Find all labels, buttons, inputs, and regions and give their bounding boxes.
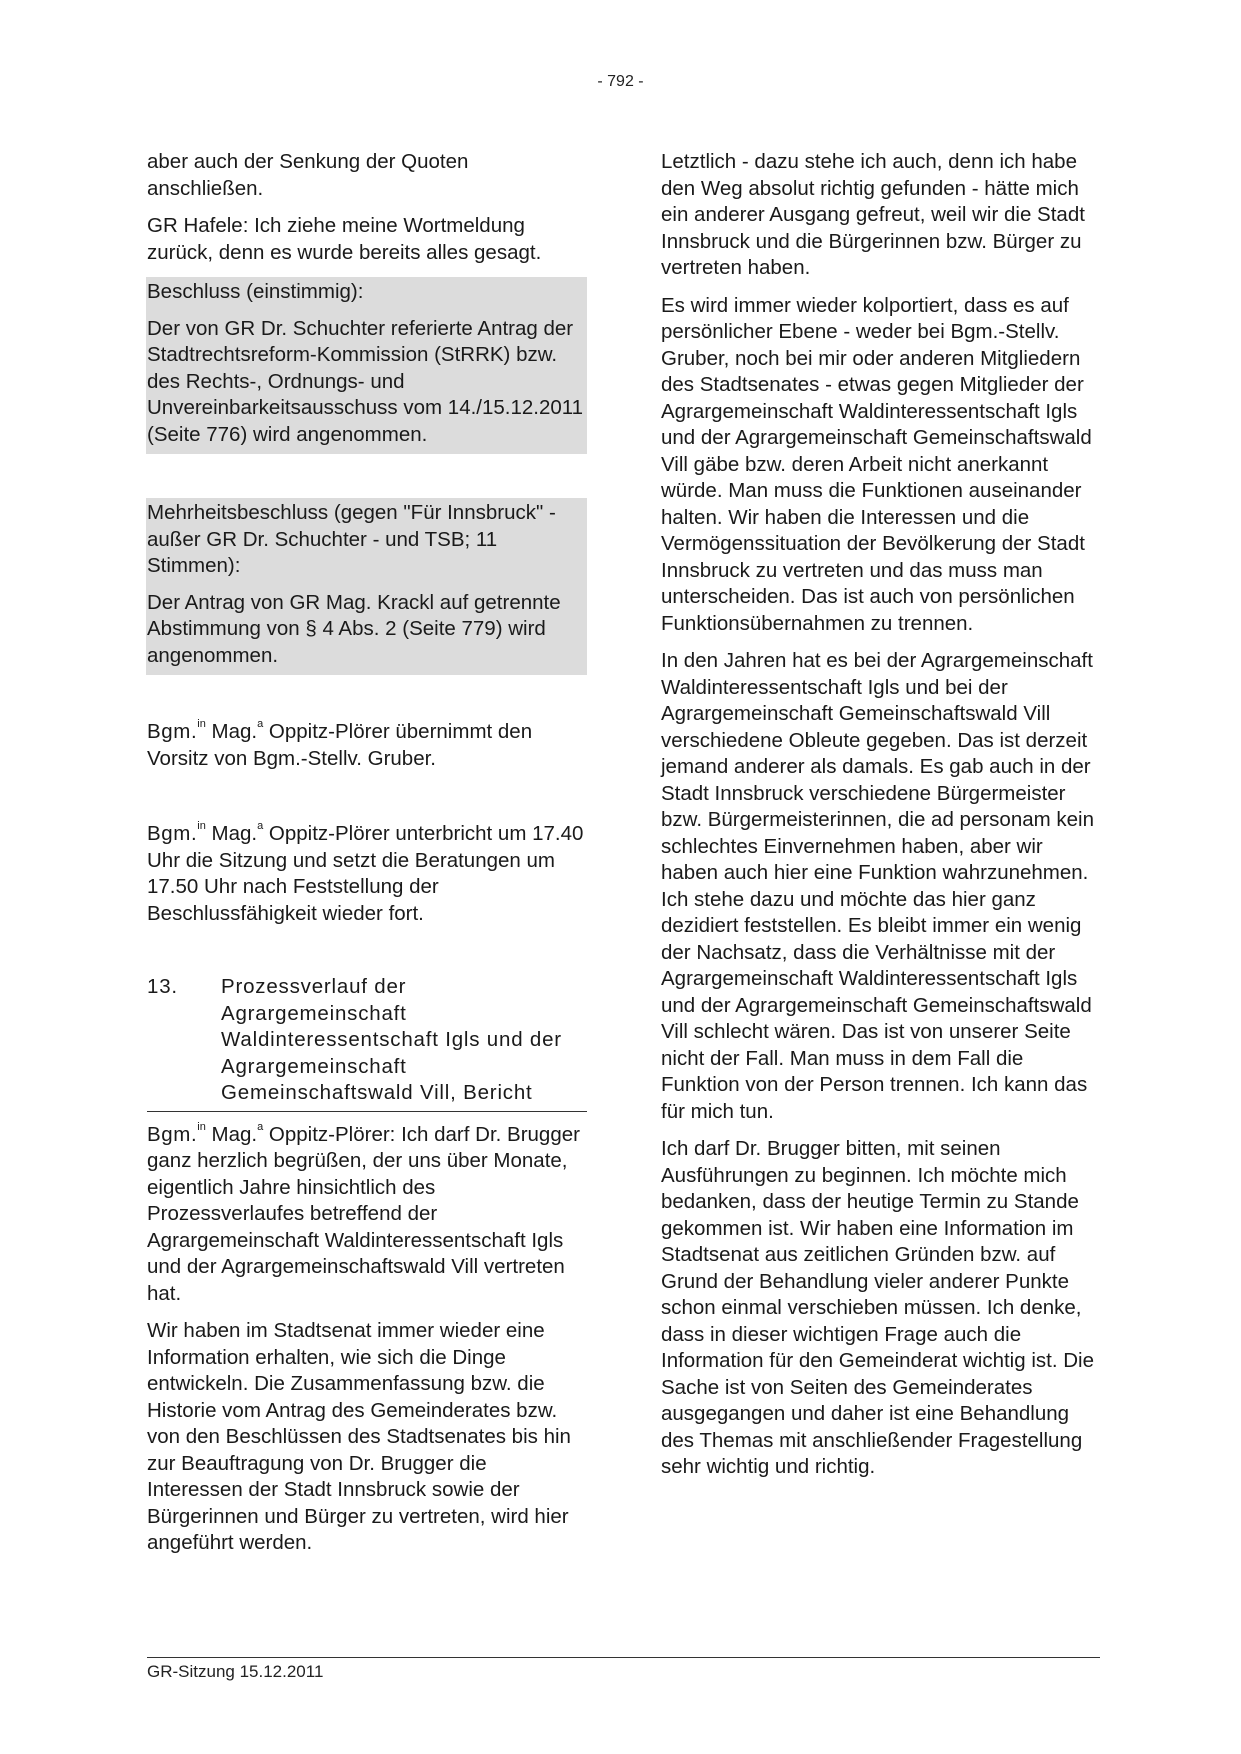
title-bgm: Bgm. [147,822,198,845]
resolution-text: Der Antrag von GR Mag. Krackl auf getrennte Abstimmung von § 4 Abs. 2 (Seite 779) wird angenommen. [147,590,561,667]
title-bgm-sup: in [197,718,206,731]
title-mag-sup: a [257,718,264,731]
right-column [661,149,1099,1492]
paragraph-session-break [147,821,587,927]
footer-divider [147,1657,1100,1658]
page-number: - 792 - [597,73,644,90]
resolution-box-majority [146,498,587,675]
title-mag: Mag. [211,1122,258,1146]
paragraph-text: Oppitz-Plörer: Ich darf Dr. Brugger ganz herzlich begrüßen, der uns über Monate, eigentlich Jahre hinsichtlich des Prozessverlaufes betreffend der Agrargemeinschaft Waldinteressentschaft Igls und der Agrargemeinschaftswald Vill vertreten hat. [147,1122,580,1305]
resolution-text: Der von GR Dr. Schuchter referierte Antrag der Stadtrechtsreform-Kommission (StRRK) bzw. des Rechts-, Ordnungs- und Unvereinbarkeitsausschuss vom 14./15.12.2011 (Seite 776) wird angenommen. [147,316,584,446]
paragraph: aber auch der Senkung der Quoten anschließen. [147,150,469,200]
paragraph: Ich darf Dr. Brugger bitten, mit seinen Ausführungen zu beginnen. Ich möchte mich bedanken, dass der heutige Termin zu Stande gekommen ist. Wir haben eine Information im Stadtsenat aus zeitlichen Gründen bzw. auf Grund der Behandlung vieler anderer Punkte schon einmal verschieben müssen. Ich denke, dass in dieser wichtigen Frage auch die Information für den Gemeinderat wichtig ist. Die Sache ist von Seiten des Gemeinderates ausgegangen und daher ist eine Behandlung des Themas mit anschließender Fragestellung sehr wichtig und richtig. [661,1137,1094,1478]
title-bgm: Bgm. [147,720,198,743]
paragraph: Letztlich - dazu stehe ich auch, denn ich habe den Weg absolut richtig gefunden - hätte mich ein anderer Ausgang gefreut, weil wir die Stadt Innsbruck und die Bürgerinnen bzw. Bürger zu vertreten haben. [661,150,1085,279]
left-column [147,149,587,1568]
title-bgm-sup: in [197,820,206,833]
paragraph-greeting [147,1122,587,1308]
agenda-item [147,974,587,1112]
agenda-item-title: Prozessverlauf der Agrargemeinschaft Waldinteressentschaft Igls und der Agrargemeinschaft Gemeinschaftswald Vill, Bericht [221,975,562,1104]
paragraph-text: Oppitz-Plörer unterbricht um 17.40 Uhr die Sitzung und setzt die Beratungen um 17.50 Uhr nach Feststellung der Beschlussfähigkeit wieder fort. [147,822,584,925]
title-bgm: Bgm. [147,1122,198,1146]
paragraph: In den Jahren hat es bei der Agrargemeinschaft Waldinteressentschaft Igls und bei der Agrargemeinschaft Gemeinschaftswald Vill verschiedene Obleute gegeben. Das ist derzeit jemand anderer als damals. Es gab auch in der Stadt Innsbruck verschiedene Bürgermeister bzw. Bürgermeisterinnen, die ad personam kein schlechtes Einvernehmen haben, aber wir haben auch hier eine Funktion wahrzunehmen. Ich stehe dazu und möchte das hier ganz dezidiert feststellen. Es bleibt immer ein wenig der Nachsatz, dass die Verhältnisse mit der Agrargemeinschaft Waldinteressentschaft Igls und der Agrargemeinschaft Gemeinschaftswald Vill schlecht wären. Das ist von unserer Seite nicht der Fall. Man muss in dem Fall die Funktion von der Person trennen. Ich kann das für mich tun. [661,649,1095,1123]
resolution-box-unanimous [146,277,587,454]
title-mag-sup: a [257,820,264,833]
resolution-heading: Mehrheitsbeschluss (gegen "Für Innsbruck" - außer GR Dr. Schuchter - und TSB; 11 Stimmen): [147,501,556,577]
paragraph-chair-change [147,719,587,772]
paragraph: Es wird immer wieder kolportiert, dass es auf persönlicher Ebene - weder bei Bgm.-Stellv. Gruber, noch bei mir oder anderen Mitgliedern des Stadtsenates - etwas gegen Mitglieder der Agrargemeinschaft Waldinteressentschaft Igls und der Agrargemeinschaft Gemeinschaftswald Vill gäbe bzw. deren Arbeit nicht anerkannt würde. Man muss die Funktionen auseinander halten. Wir haben die Interessen und die Vermögenssituation der Bevölkerung der Stadt Innsbruck zu vertreten und das muss man unterscheiden. Das ist auch von persönlichen Funktionsübernahmen zu trennen. [661,293,1092,635]
title-mag-sup: a [257,1120,264,1133]
title-mag: Mag. [211,822,258,845]
paragraph-text: Oppitz-Plörer übernimmt den Vorsitz von Bgm.-Stellv. Gruber. [147,720,533,770]
footer-session-date: GR-Sitzung 15.12.2011 [147,1662,324,1681]
resolution-heading: Beschluss (einstimmig): [147,280,364,303]
title-bgm-sup: in [197,1120,206,1133]
agenda-item-number: 13. [147,975,178,998]
paragraph: Wir haben im Stadtsenat immer wieder eine Information erhalten, wie sich die Dinge entwickeln. Die Zusammenfassung bzw. die Historie vom Antrag des Gemeinderates bzw. von den Beschlüssen des Stadtsenates bis hin zur Beauftragung von Dr. Brugger die Interessen der Stadt Innsbruck sowie der Bürgerinnen und Bürger zu vertreten, wird hier angeführt werden. [147,1319,571,1554]
title-mag: Mag. [211,720,258,743]
paragraph: GR Hafele: Ich ziehe meine Wortmeldung zurück, denn es wurde bereits alles gesagt. [147,214,542,264]
